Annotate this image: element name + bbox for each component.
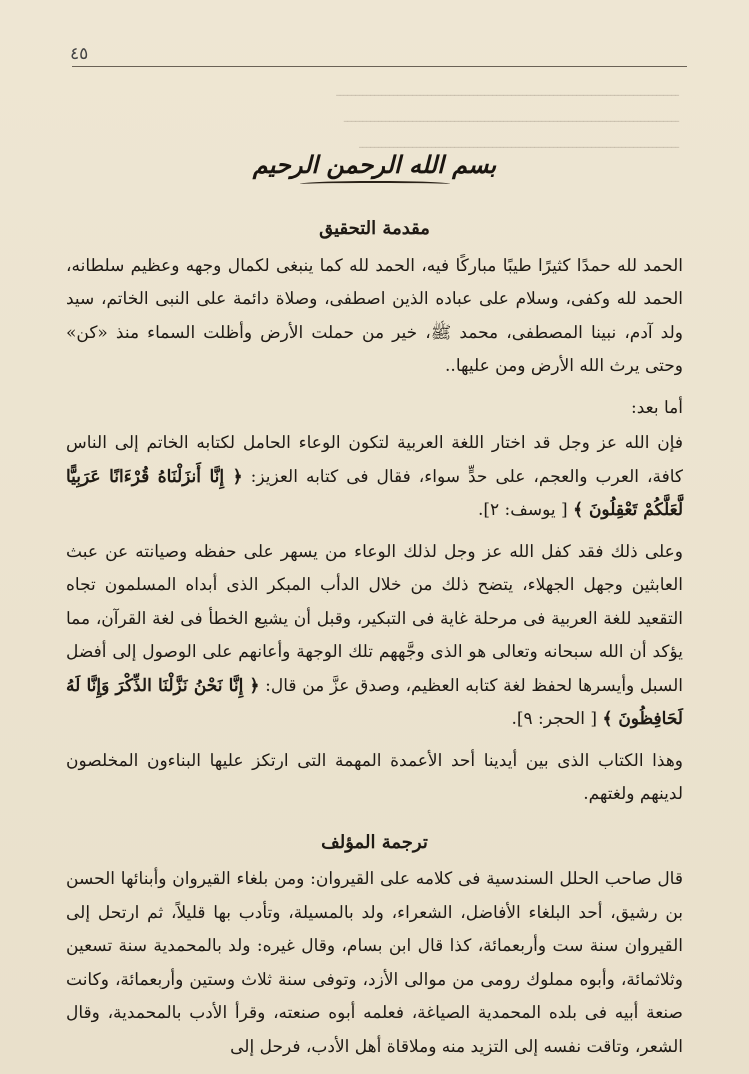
bleed-through-texture: ــــــــــــــــــــــــــــــــــــــــــــــــــــــــــــــــــــــــــــــــــــــــــ ــــــــــــــــــــــــــــــــــــــــــــــــــــــــــــــــــــــــــــــــــــــــ ــــــــــــــــــــــــــــــــــــــــــــــــــــــــــــــــــــــــــــــــــــ	[336, 85, 679, 152]
quran-verse: ﴿ إِنَّا أَنزَلْنَاهُ قُرْءَانًا عَرَبِيًّا لَّعَلَّكُمْ تَعْقِلُونَ ﴾	[66, 466, 683, 520]
page-number: ٤٥	[70, 44, 89, 64]
paragraph-praise: الحمد لله حمدًا كثيرًا طيبًا مباركًا فيه، الحمد لله كما ينبغى لكمال وجهه وعظيم سلطانه، الحمد لله وكفى، وسلام على عباده الذين اصطفى، وصلاة دائمة على النبى الخاتم، سيد ولد آدم، نبينا المصطفى، محمد ﷺ، خير من حملت الأرض وأظلت السماء منذ «كن» وحتى يرث الله الأرض ومن عليها..	[66, 255, 683, 376]
paragraph-amma-baad: أما بعد:	[631, 397, 683, 418]
paragraph-this-book: وهذا الكتاب الذى بين أيدينا أحد الأعمدة المهمة التى ارتكز عليها البناءون المخلصون لدينهم ولغتهم.	[66, 750, 683, 804]
section-heading-author-biography: ترجمة المؤلف	[321, 831, 428, 853]
verse-reference: [ الحجر: ٩].	[511, 709, 598, 729]
paragraph-arabic-language	[66, 427, 683, 528]
bismillah-calligraphy	[0, 150, 749, 187]
paragraph-text: وعلى ذلك فقد كفل الله عز وجل لذلك الوعاء من يسهر على حفظه وصيانته عن عبث العابثين وجهل الجهلاء، يتضح ذلك من خلال الدأب المبكر الذى أبداه المسلمون تجاه التقعيد للغة العربية فى مرحلة غاية فى التبكير، وقبل أن يشيع الخطأ فى لغة القرآن، مما يؤكد أن الله سبحانه وتعالى هو الذى وجَّههم تلك الوجهة وأعانهم على الوصول إلى أفضل السبل وأيسرها لحفظ لغة كتابه العظيم، وصدق عزَّ من قال:	[66, 541, 684, 696]
paragraph-text: فإن الله عز وجل قد اختار اللغة العربية لتكون الوعاء الحامل لكتابه الخاتم إلى الناس كافة، العرب والعجم، على حدٍّ سواء، فقال فى كتابه العزيز:	[66, 433, 683, 487]
verse-reference: [ يوسف: ٢].	[477, 500, 568, 520]
header-rule	[72, 66, 687, 67]
section-heading-introduction: مقدمة التحقيق	[319, 218, 430, 239]
paragraph-biography: قال صاحب الحلل السندسية فى كلامه على القيروان: ومن بلغاء القيروان وأبنائها الحسن بن رشيق، أحد البلغاء الأفاضل، الشعراء، ولد بالمسيلة، وتأدب بها قليلاً، ثم ارتحل إلى القيروان سنة ست وأربعمائة، كذا قال ابن بسام، وقال غيره: ولد بالمحمدية سنة تسعين وثلاثمائة، وأبوه مملوك رومى من موالى الأزد، وتوفى سنة ثلاث وستين وأربعمائة، وكانت صنعة أبيه فى بلده المحمدية الصياغة، فعلمه أبوه صنعته، وقرأ الأدب بالمحمدية، وقال الشعر، وتاقت نفسه إلى التزيد منه وملاقاة أهل الأدب، فرحل إلى	[66, 869, 683, 1057]
main-text	[66, 212, 683, 1072]
calligraphy-flourish	[300, 181, 450, 187]
quran-verse: ﴿ إِنَّا نَحْنُ نَزَّلْنَا الذِّكْرَ وَإِنَّا لَهُ لَحَافِظُونَ ﴾	[66, 675, 683, 729]
paragraph-preservation	[66, 536, 683, 737]
bismillah-text: بسم الله الرحمن الرحيم	[252, 150, 497, 179]
